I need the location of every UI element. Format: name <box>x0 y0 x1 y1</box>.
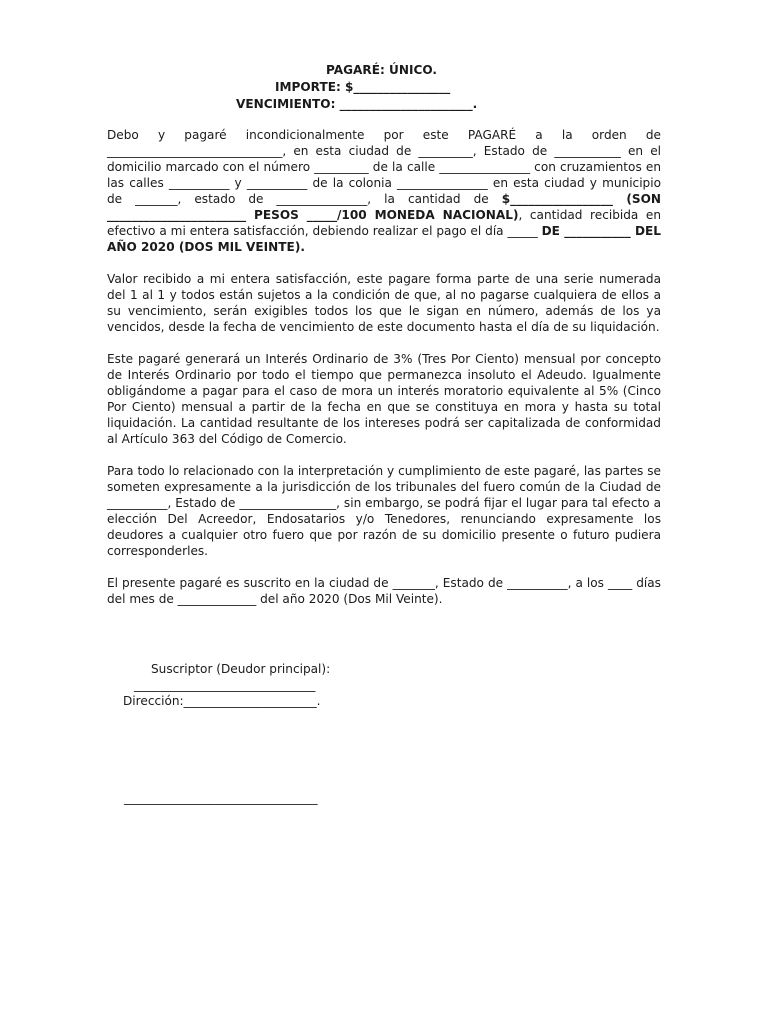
paragraph-promise-text-b: , cantidad recibida en efectivo a mi entera satisfacción, debiendo realizar el pago el día _____ <box>107 208 662 238</box>
signer-label: Suscriptor (Deudor principal): <box>151 662 331 676</box>
document-title: PAGARÉ: ÚNICO. <box>326 63 437 77</box>
second-signature-line: ________________________________ <box>124 791 318 805</box>
paragraph-signing-place: El presente pagaré es suscrito en la ciudad de _______, Estado de __________, a los ____ días del mes de _____________ del año 2020 (Dos Mil Veinte). <box>107 576 661 606</box>
payment-date-clause: DE ___________ DEL AÑO 2020 (DOS MIL VEINTE). <box>107 224 661 254</box>
promissory-note-document <box>107 62 661 607</box>
paragraph-promise <box>107 127 661 255</box>
address-field: Dirección:______________________. <box>123 694 321 708</box>
amount-clause: $_________________ (SON _______________________ PESOS _____/100 MONEDA NACIONAL) <box>107 192 661 222</box>
paragraph-series: Valor recibido a mi entera satisfacción, este pagare forma parte de una serie numerada del 1 al 1 y todos están sujetos a la condición de que, al no pagarse cualquiera de ellos a su vencimiento, serán exigibles todos los que le sigan en número, además de los ya vencidos, desde la fecha de vencimiento de este documento hasta el día de su liquidación. <box>107 272 661 334</box>
signature-line: ______________________________ <box>134 678 316 692</box>
importe-field: IMPORTE: $________________ <box>275 80 451 94</box>
paragraph-interest: Este pagaré generará un Interés Ordinario de 3% (Tres Por Ciento) mensual por concepto de Interés Ordinario por todo el tiempo que permanezca insoluto el Adeudo. Igualmente obligándome a pagar para el caso de mora un interés moratorio equivalente al 5% (Cinco Por Ciento) mensual a partir de la fecha en que se constituya en mora y hasta su total liquidación. La cantidad resultante de los intereses podrá ser capitalizada de conformidad al Artículo 363 del Código de Comercio. <box>107 352 661 446</box>
paragraph-promise-text-a: Debo y pagaré incondicionalmente por este PAGARÉ a la orden de _____________________________, en esta ciudad de _________, Estado de ___________ en el domicilio marcado con el número _________ de la calle _______________ con cruzamientos en las calles __________ y __________ de la colonia _______________ en esta ciudad y municipio de _______, estado de _______________, la cantidad de <box>107 128 661 206</box>
paragraph-jurisdiction: Para todo lo relacionado con la interpretación y cumplimiento de este pagaré, las partes se someten expresamente a la jurisdicción de los tribunales del fuero común de la Ciudad de __________, Estado de ________________, sin embargo, se podrá fijar el lugar para tal efecto a elección Del Acreedor, Endosatarios y/o Tenedores, renunciando expresamente los deudores a cualquier otro fuero que por razón de su domicilio presente o futuro pudiera corresponderles. <box>107 464 661 558</box>
vencimiento-field: VENCIMIENTO: ______________________. <box>236 97 478 111</box>
